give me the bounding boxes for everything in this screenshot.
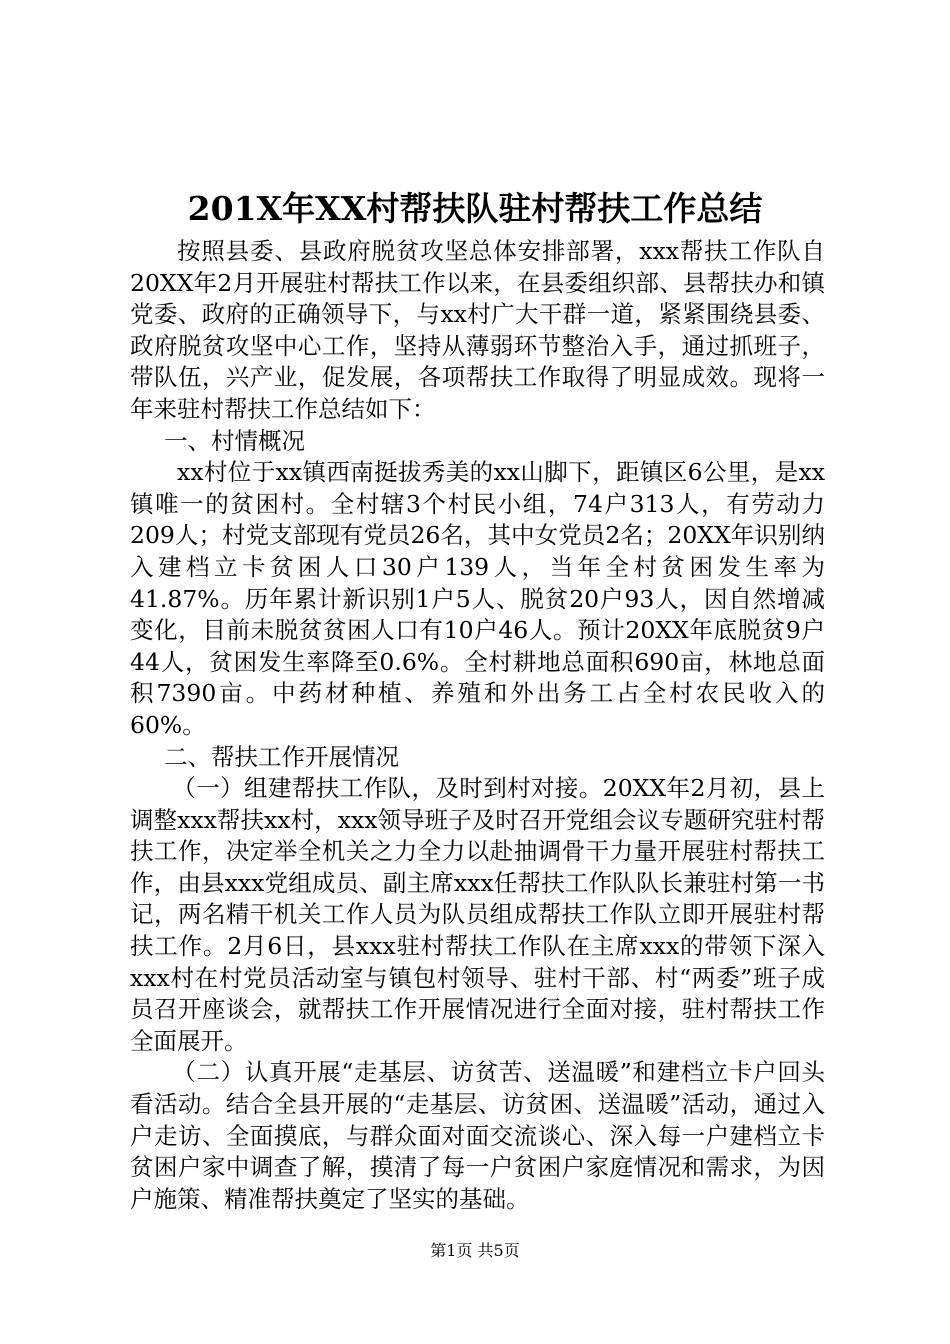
section-heading-village-overview: 一、村情概况 — [164, 426, 306, 455]
document-body — [130, 236, 825, 1215]
subsection-paragraph-2: （二）认真开展“走基层、访贫苦、送温暖”和建档立卡户回头看活动。结合全县开展的“走基层、访贫困、送温暖”活动，通过入户走访、全面摸底，与群众面对面交流谈心、深入每一户建档立卡贫困户家中调查了解，摸清了每一户贫困户家庭情况和需求，为因户施策、精准帮扶奠定了坚实的基础。 — [130, 1058, 825, 1213]
document-title: 201X年XX村帮扶队驻村帮扶工作总结 — [187, 189, 763, 228]
subsection-paragraph-1: （一）组建帮扶工作队，及时到村对接。20XX年2月初，县上调整xxx帮扶xx村，xxx领导班子及时召开党组会议专题研究驻村帮扶工作，决定举全机关之力全力以赴抽调骨干力量开展驻村帮扶工作，由县xxx党组成员、副主席xxx任帮扶工作队队长兼驻村第一书记，两名精干机关工作人员为队员组成帮扶工作队立即开展驻村帮扶工作。2月6日，县xxx驻村帮扶工作队在主席xxx的带领下深入xxx村在村党员活动室与镇包村领导、驻村干部、村“两委”班子成员召开座谈会，就帮扶工作开展情况进行全面对接，驻村帮扶工作全面展开。 — [130, 774, 825, 1055]
section-heading-assistance-work: 二、帮扶工作开展情况 — [164, 742, 400, 771]
intro-paragraph: 按照县委、县政府脱贫攻坚总体安排部署，xxx帮扶工作队自20XX年2月开展驻村帮扶工作以来，在县委组织部、县帮扶办和镇党委、政府的正确领导下，与xx村广大干群一道，紧紧围绕县委、政府脱贫攻坚中心工作，坚持从薄弱环节整治入手，通过抓班子，带队伍，兴产业，促发展，各项帮扶工作取得了明显成效。现将一年来驻村帮扶工作总结如下： — [130, 237, 825, 423]
page-footer: 第1页 共5页 — [430, 1241, 520, 1260]
village-overview-paragraph: xx村位于xx镇西南挺拔秀美的xx山脚下，距镇区6公里，是xx镇唯一的贫困村。全村辖3个村民小组，74户313人，有劳动力209人；村党支部现有党员26名，其中女党员2名；20XX年识别纳入建档立卡贫困人口30户139人，当年全村贫困发生率为41.87%。历年累计新识别1户5人、脱贫20户93人，因自然增减变化，目前未脱贫贫困人口有10户46人。预计20XX年底脱贫9户44人，贫困发生率降至0.6%。全村耕地总面积690亩，林地总面积7390亩。中药材种植、养殖和外出务工占全村农民收入的60%。 — [130, 458, 825, 739]
